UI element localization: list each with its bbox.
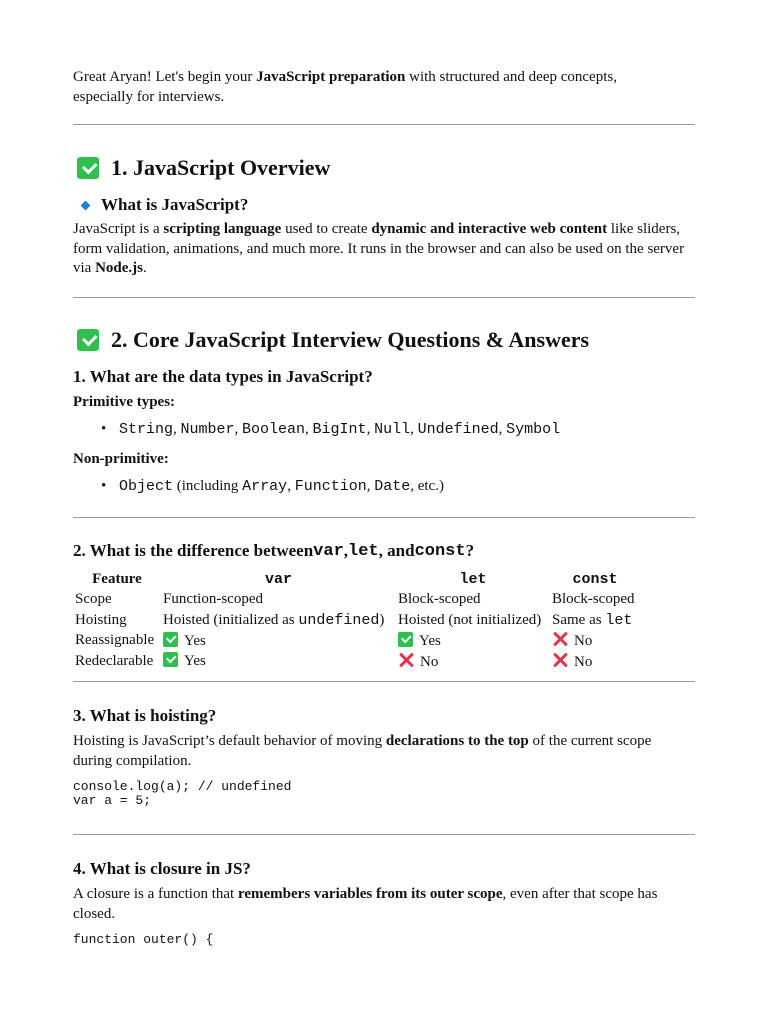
cross-mark-icon (552, 631, 568, 647)
check-mark-icon (163, 632, 178, 647)
check-mark-icon (77, 329, 99, 351)
question-2-title: 2. What is the difference between var , let , and const ? (73, 541, 475, 561)
table-row (73, 610, 640, 631)
table-cell: Function-scoped (163, 591, 263, 608)
table-cell: Block-scoped (398, 591, 481, 608)
table-cell: Yes (161, 631, 396, 652)
non-primitive-list-item: • Object (including Array, Function, Date, etc.) (101, 478, 444, 495)
inline-code: Array (242, 478, 288, 495)
closure-paragraph: A closure is a function that remembers variables from its outer scope, even after that scope has closed. (73, 886, 658, 922)
table-header: var (264, 570, 292, 588)
question-4-title: 4. What is closure in JS? (73, 859, 251, 878)
intro-paragraph: Great Aryan! Let's begin your JavaScript preparation with structured and deep concepts, especially for interviews. (73, 69, 617, 105)
check-mark-icon (163, 652, 178, 667)
inline-code: Symbol (506, 421, 561, 438)
table-row (73, 590, 640, 611)
table-cell: No (550, 631, 640, 652)
table-cell: Hoisted (initialized as undefined) (163, 611, 385, 629)
table-row (73, 651, 640, 672)
table-cell: Block-scoped (552, 591, 635, 608)
code-block-closure (73, 933, 213, 947)
divider (73, 834, 695, 835)
code-line: function outer() { (73, 932, 214, 947)
table-header: const (572, 570, 618, 588)
table-header: Feature (92, 570, 142, 587)
primitive-types-label: Primitive types: (73, 394, 176, 410)
table-header-row (73, 569, 640, 590)
table-cell: Hoisted (not initialized) (398, 611, 542, 628)
inline-code: Undefined (417, 421, 499, 438)
question-1-title: 1. What are the data types in JavaScript? (73, 367, 373, 386)
table-header: let (459, 570, 487, 588)
inline-code: BigInt (312, 421, 367, 438)
cross-mark-icon (398, 652, 414, 668)
table-cell: No (396, 651, 550, 672)
code-block-hoisting (73, 780, 291, 808)
table-cell: Hoisting (75, 611, 127, 628)
code-line: var a = 5; (73, 793, 152, 808)
table-cell: No (550, 651, 640, 672)
divider (73, 517, 695, 518)
inline-code: Number (180, 421, 235, 438)
hoisting-paragraph: Hoisting is JavaScript’s default behavior of moving declarations to the top of the current scope during compilation. (73, 733, 652, 769)
inline-code: Date (374, 478, 411, 495)
divider (73, 124, 695, 125)
inline-code: String (119, 421, 174, 438)
check-mark-icon (398, 632, 413, 647)
table-cell: Scope (75, 591, 112, 608)
subheading-what-is-js: What is JavaScript? (73, 195, 248, 215)
divider (73, 681, 695, 682)
inline-code: Function (294, 478, 367, 495)
table-cell: Same as let (552, 611, 633, 629)
table-row (73, 631, 640, 652)
non-primitive-label: Non-primitive: (73, 451, 169, 467)
inline-code: Null (374, 421, 411, 438)
check-mark-icon (77, 157, 99, 179)
question-3-title: 3. What is hoisting? (73, 706, 217, 725)
cross-mark-icon (552, 652, 568, 668)
var-let-const-table (73, 569, 640, 672)
section-heading-overview: 1. JavaScript Overview (77, 155, 330, 181)
divider (73, 297, 695, 298)
blue-diamond-icon (81, 200, 91, 210)
primitive-types-list-item: • String, Number, Boolean, BigInt, Null, Undefined, Symbol (101, 421, 561, 438)
overview-paragraph: JavaScript is a scripting language used to create dynamic and interactive web content like sliders, form validation, animations, and much more. It runs in the browser and can also be used on the server via Node.js. (73, 221, 685, 276)
code-line: console.log(a); // undefined (73, 779, 292, 794)
section-heading-interview: 2. Core JavaScript Interview Questions & Answers (77, 327, 589, 353)
table-cell: Yes (396, 631, 550, 652)
table-cell: Redeclarable (75, 652, 154, 669)
table-cell: Yes (161, 651, 396, 672)
inline-code: Boolean (242, 421, 306, 438)
table-cell: Reassignable (75, 632, 155, 649)
